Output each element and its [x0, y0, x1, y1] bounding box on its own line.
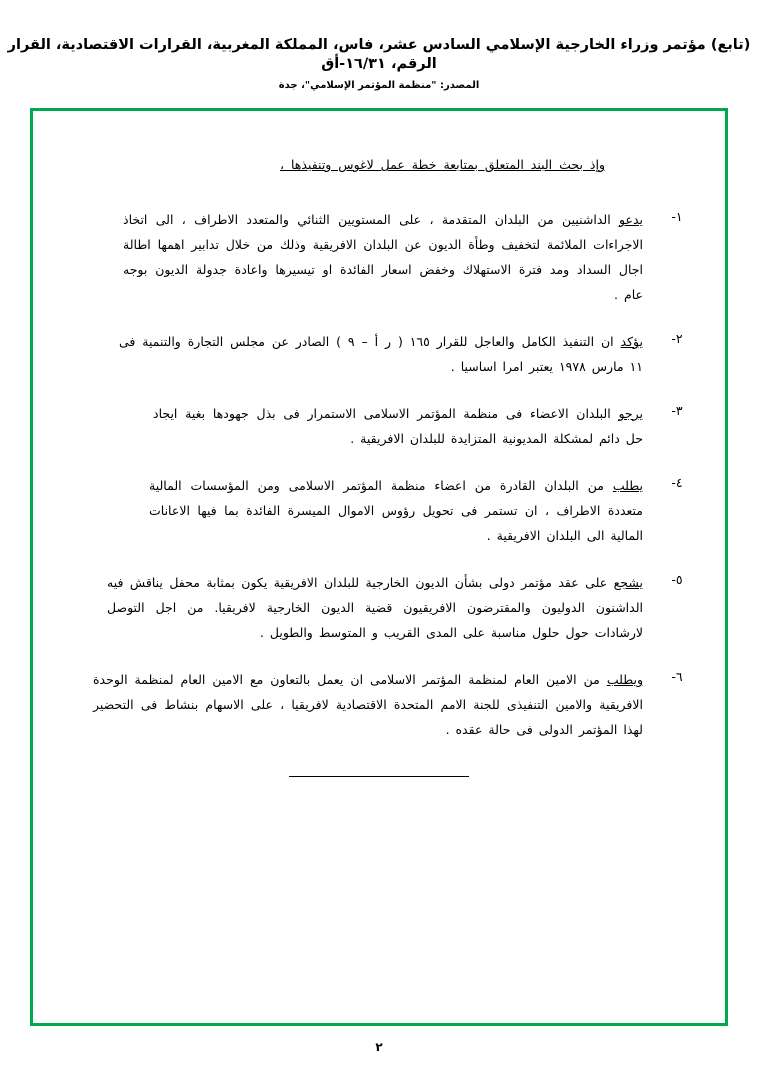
page-header — [0, 36, 758, 91]
list-item-body — [53, 667, 649, 742]
list-item-lead: يدعو — [619, 211, 643, 227]
list-item-body — [53, 570, 649, 645]
list-item-number: ٢- — [671, 330, 683, 346]
list-item-lead: ويطلب — [606, 671, 643, 687]
list-item-body — [53, 473, 649, 548]
list-item-text: من الامين العام لمنظمة المؤتمر الاسلامى ان يعمل بالتعاون مع الامين العام لمنظمة الوحدة الافريقية والامين التنفيذى للجنة الامم المتحدة الاقتصادية لافريقيا ، على الاسهام بنشاط فى التحضير لهذا المؤتمر الدولى فى حالة عقده . — [93, 671, 643, 737]
numbered-items-list — [53, 207, 705, 742]
header-title: (تابع) مؤتمر وزراء الخارجية الإسلامي السادس عشر، فاس، المملكة المغربية، القرارات الاقتصادية، القرار الرقم، ١٦/٣١-أق — [7, 37, 751, 72]
list-item-number: ٥- — [671, 571, 683, 587]
list-item-lead: يشجع — [613, 574, 643, 590]
list-item — [53, 473, 705, 548]
list-item-number: ٣- — [671, 402, 683, 418]
list-item-lead: يطلب — [612, 477, 643, 493]
list-item-text: على عقد مؤتمر دولى بشأن الديون الخارجية للبلدان الافريقية يكون بمثابة محفل يناقش فيه الداشنون الدوليون والمقترضون الافريقيون قضية الديون الخارجية لافريقيا. من اجل التوصل لارشادات حول حلول مناسبة على المدى القريب و المتوسط والطويل . — [107, 574, 643, 640]
list-item-text: من البلدان القادرة من اعضاء منظمة المؤتمر الاسلامى ومن المؤسسات المالية متعددة الاطراف ، ان تستمر فى تحويل رؤوس الاموال الميسرة الفائدة بما فيها الاعانات المالية الى البلدان الافريقية . — [149, 477, 643, 543]
list-item-text: ان التنفيذ الكامل والعاجل للقرار ١٦٥ ( ر أ – ٩ ) الصادر عن مجلس التجارة والتنمية فى ١١ مارس ١٩٧٨ يعتبر امرا اساسيا . — [119, 333, 643, 374]
list-item-body — [53, 329, 649, 379]
intro-paragraph — [133, 153, 605, 177]
list-item-lead: يؤكد — [620, 333, 643, 349]
list-item-text: الداشنيين من البلدان المتقدمة ، على المستويين الثنائي والمتعدد الاطراف ، الى اتخاذ الاجراءات الملائمة لتخفيف وطأة الديون عن البلدان الافريقية وذلك من خلال تدابير اهمها اطالة اجال السداد ومد فترة الاستهلاك وخفض اسعار الفائدة او تيسيرها واعادة جدولة الديون بوجه عام . — [123, 211, 643, 302]
horizontal-rule — [289, 776, 469, 777]
list-item-lead: يرجو — [618, 405, 643, 421]
page-footer — [0, 1040, 758, 1054]
list-item — [53, 667, 705, 742]
list-item-body — [53, 401, 649, 451]
document-body — [53, 139, 705, 777]
header-source: المصدر: "منظمة المؤتمر الإسلامي"، جدة — [278, 79, 480, 91]
list-item-body — [53, 207, 649, 307]
page-number: ٢ — [375, 1040, 383, 1054]
list-item — [53, 207, 705, 307]
list-item-text: البلدان الاعضاء فى منظمة المؤتمر الاسلامى الاستمرار فى بذل جهودها بغية ايجاد حل دائم لمشكلة المديونية المتزايدة للبلدان الافريقية . — [153, 405, 643, 446]
list-item — [53, 570, 705, 645]
frame-inner — [33, 111, 725, 1023]
list-item-number: ٤- — [671, 474, 683, 490]
list-item-number: ٦- — [671, 668, 683, 684]
list-item-number: ١- — [671, 208, 683, 224]
list-item — [53, 401, 705, 451]
list-item — [53, 329, 705, 379]
intro-text: وإذ بحث البند المتعلق بمتابعة خطة عمل لاغوس وتنفيذها ، — [279, 157, 605, 172]
green-border-frame — [30, 108, 728, 1026]
